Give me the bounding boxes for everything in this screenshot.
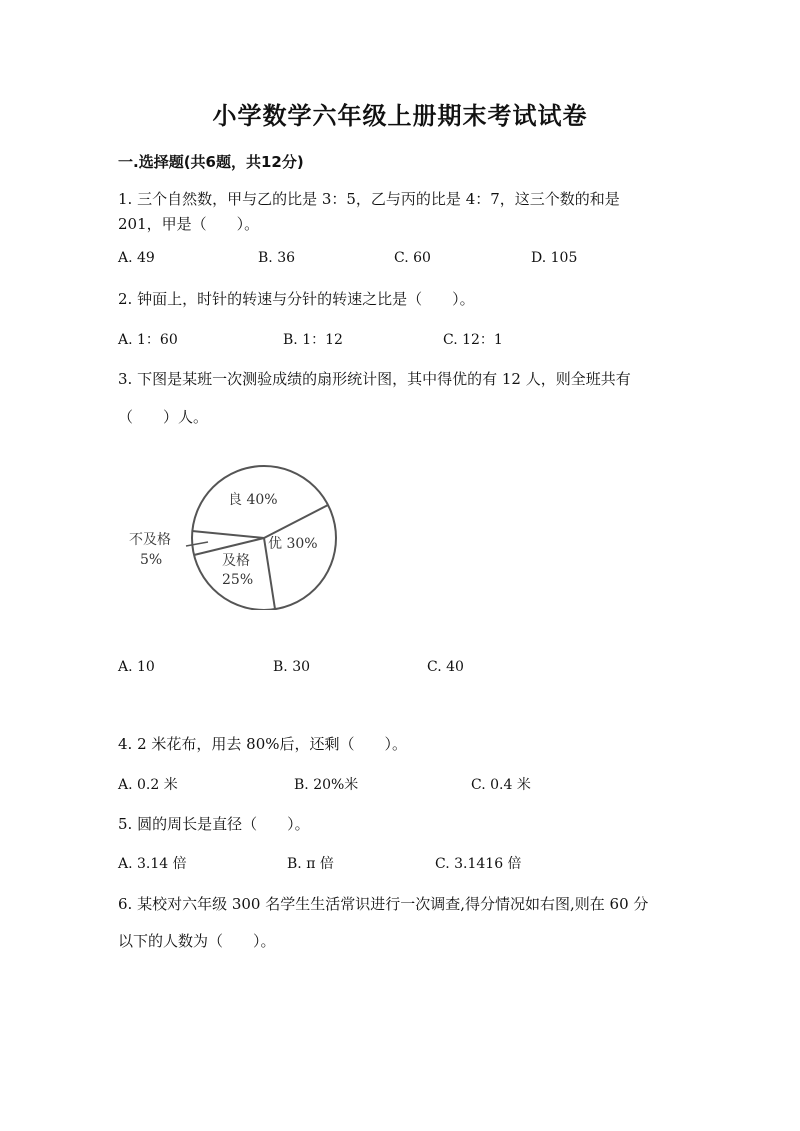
q5-option-b: B. π 倍 bbox=[287, 856, 334, 872]
q5-option-a: A. 3.14 倍 bbox=[118, 856, 187, 872]
q5-option-c: C. 3.1416 倍 bbox=[435, 856, 522, 872]
q2-option-a: A. 1：60 bbox=[118, 332, 178, 348]
question-2-text: 2. 钟面上，时针的转速与分针的转速之比是（ ）。 bbox=[118, 290, 475, 308]
question-6-text-cont: 以下的人数为（ ）。 bbox=[118, 932, 276, 950]
q2-option-c: C. 12：1 bbox=[443, 332, 503, 348]
q1-option-d: D. 105 bbox=[531, 250, 578, 266]
question-6-text: 6. 某校对六年级 300 名学生生活常识进行一次调查,得分情况如右图,则在 60 分 bbox=[118, 895, 649, 913]
page-title: 小学数学六年级上册期末考试试卷 bbox=[212, 102, 588, 130]
q1-option-c: C. 60 bbox=[394, 250, 431, 266]
question-3-text: 3. 下图是某班一次测验成绩的扇形统计图，其中得优的有 12 人，则全班共有 bbox=[118, 370, 631, 388]
q2-option-b: B. 1：12 bbox=[283, 332, 343, 348]
pie-label-good: 良 40% bbox=[228, 492, 278, 508]
question-4-text: 4. 2 米花布，用去 80%后，还剩（ ）。 bbox=[118, 735, 408, 753]
q1-option-b: B. 36 bbox=[258, 250, 296, 266]
question-3-text-cont: （ ）人。 bbox=[118, 408, 209, 426]
q3-option-a: A. 10 bbox=[118, 659, 155, 675]
section-heading: 一.选择题(共6题，共12分) bbox=[118, 153, 304, 171]
pie-label-fail-name: 不及格 bbox=[129, 532, 171, 548]
pie-chart-svg bbox=[118, 460, 348, 610]
q4-option-c: C. 0.4 米 bbox=[471, 777, 531, 793]
pie-label-pass-pct: 25% bbox=[222, 572, 254, 588]
pie-chart bbox=[118, 460, 348, 610]
question-1-text: 1. 三个自然数，甲与乙的比是 3：5，乙与丙的比是 4：7，这三个数的和是 bbox=[118, 190, 620, 208]
pie-label-excellent: 优 30% bbox=[268, 536, 318, 552]
q3-option-c: C. 40 bbox=[427, 659, 464, 675]
pie-label-pass-name: 及格 bbox=[222, 553, 250, 569]
q3-option-b: B. 30 bbox=[273, 659, 311, 675]
question-1-text-cont: 201，甲是（ ）。 bbox=[118, 215, 260, 233]
q1-option-a: A. 49 bbox=[118, 250, 155, 266]
pie-label-fail-pct: 5% bbox=[140, 552, 163, 568]
q4-option-b: B. 20%米 bbox=[294, 777, 359, 793]
question-5-text: 5. 圆的周长是直径（ ）。 bbox=[118, 815, 310, 833]
q4-option-a: A. 0.2 米 bbox=[118, 777, 178, 793]
